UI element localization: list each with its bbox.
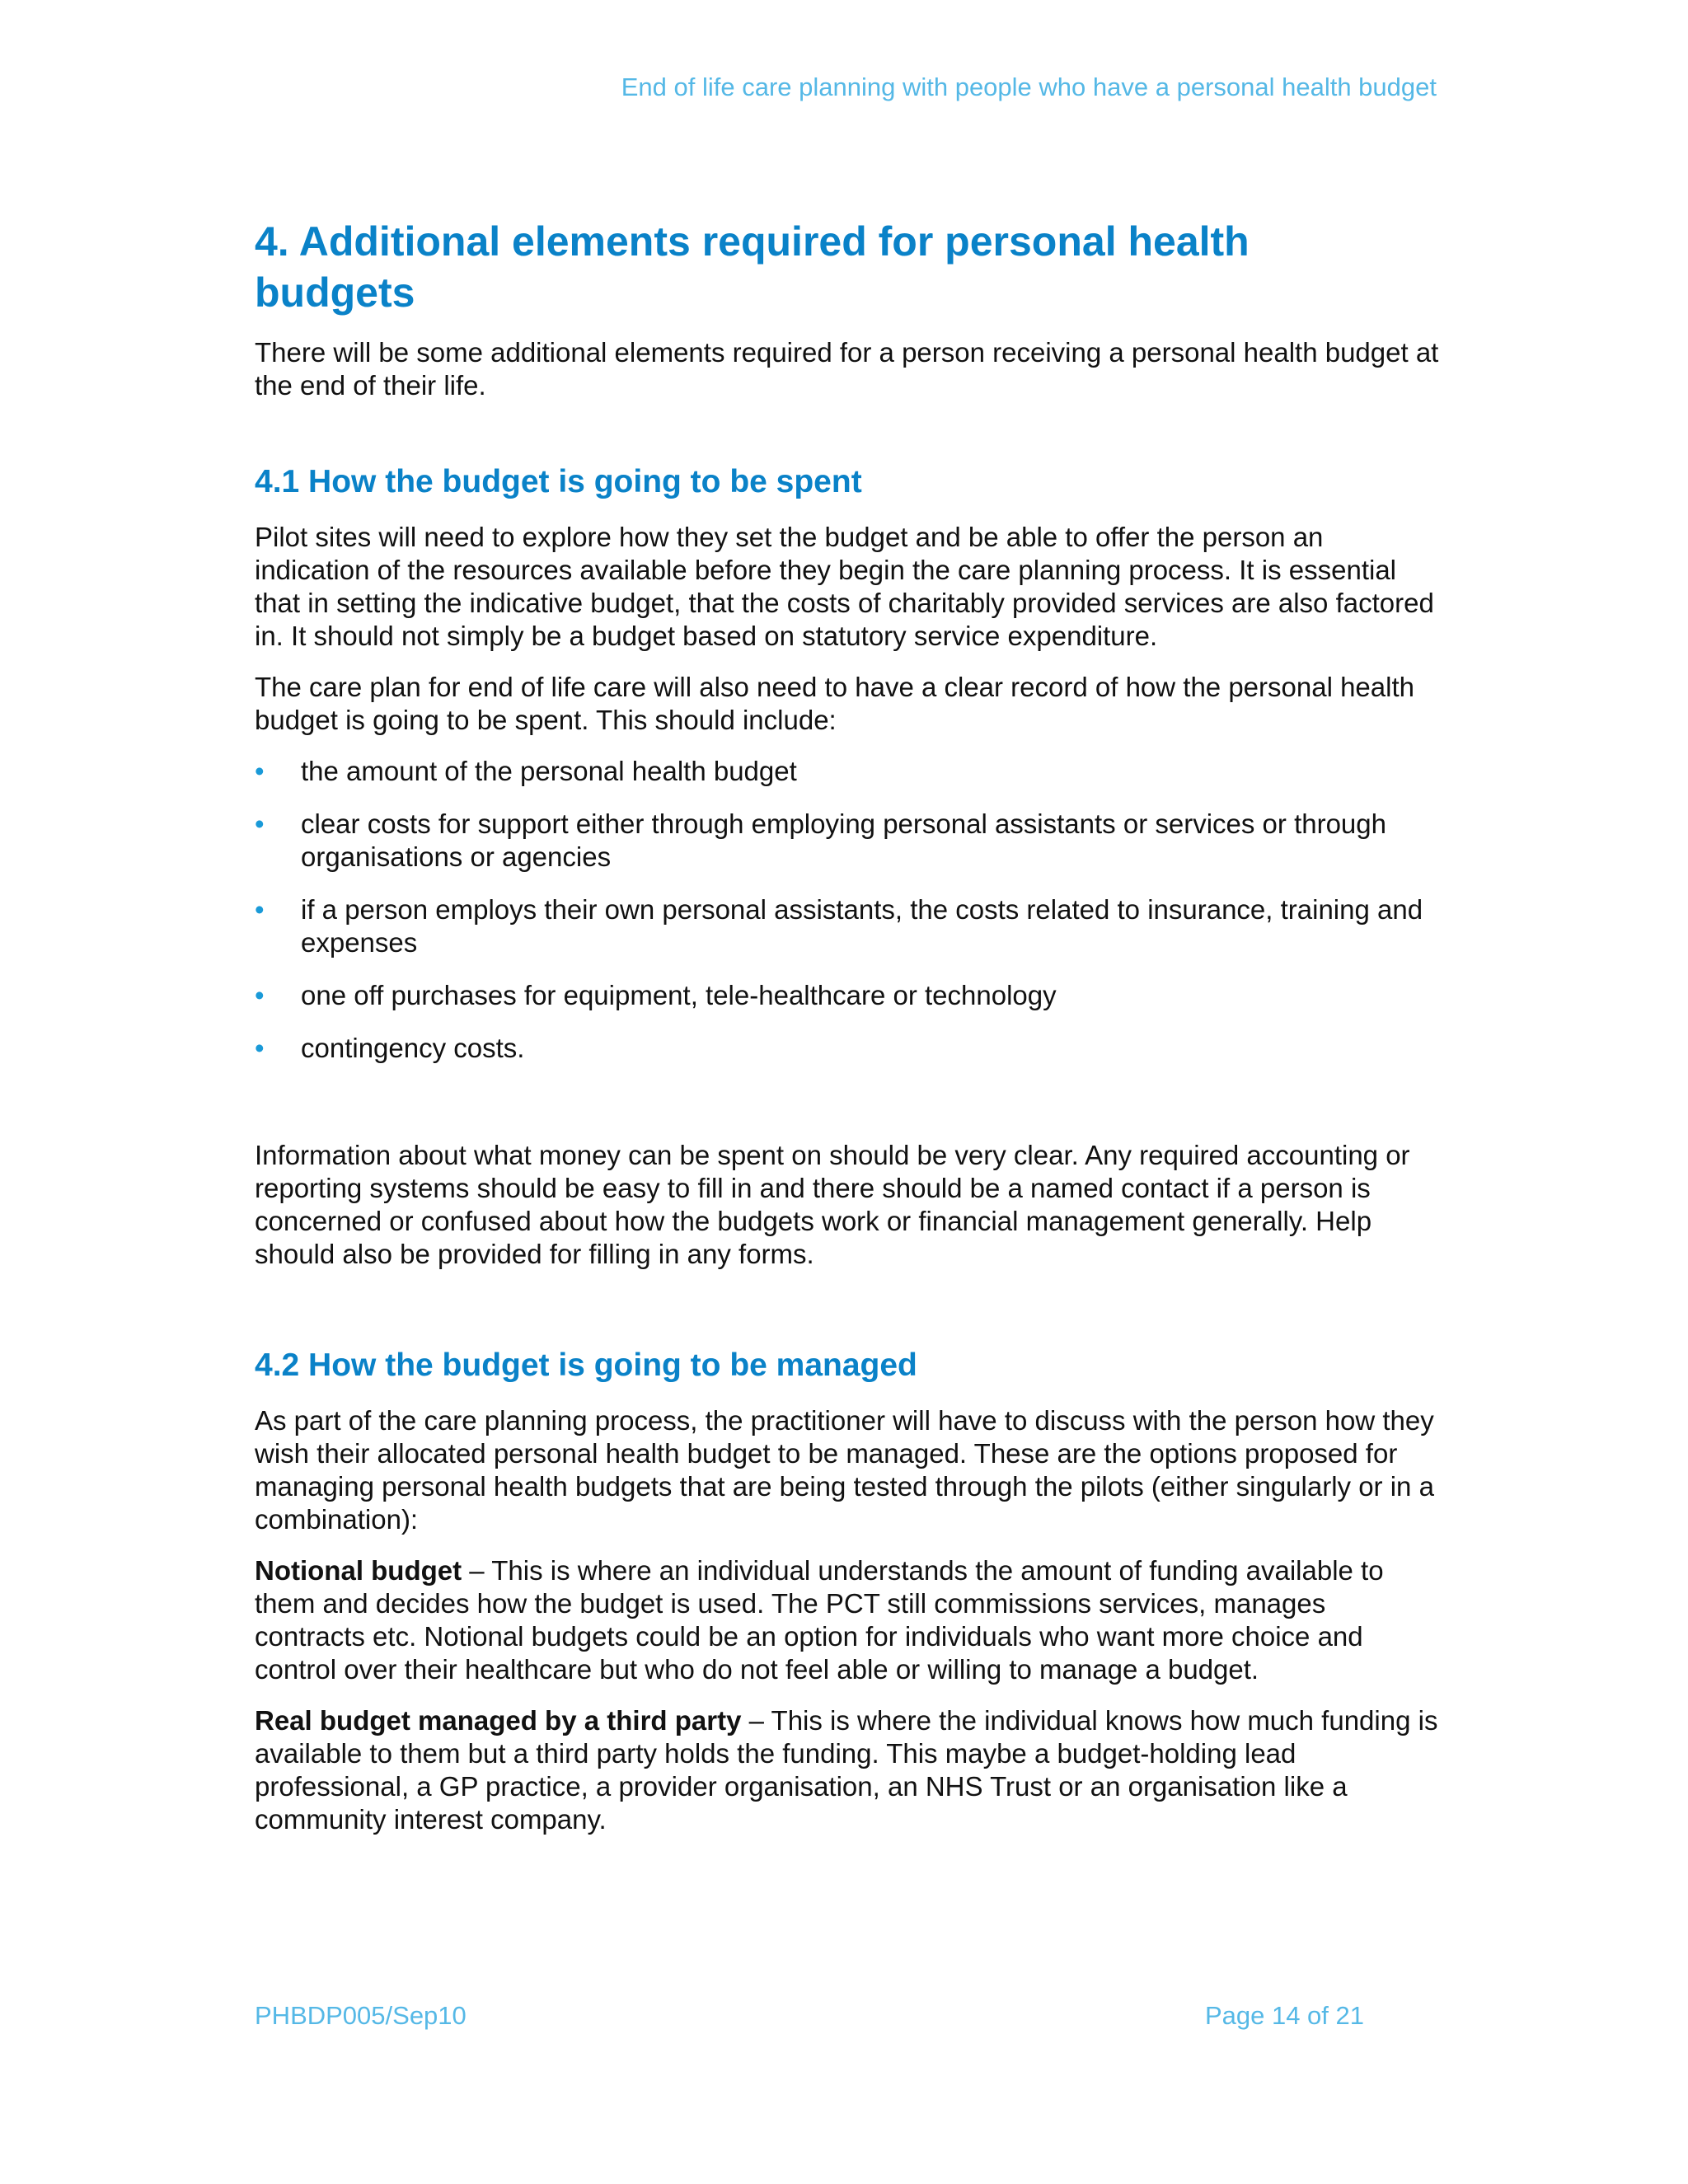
list-item [255,755,1442,788]
third-party-budget-term: Real budget managed by a third party [255,1705,742,1736]
list-item-text: if a person employs their own personal assistants, the costs related to insurance, training and expenses [301,894,1423,958]
third-party-budget-text: – This is where the individual knows how much funding is available to them but a third party holds the funding. This maybe a budget-holding lead professional, a GP practice, a provider organisation, an NHS Trust or an organisation like a community interest company. [255,1705,1438,1835]
section-4-1-paragraph-3: Information about what money can be spent on should be very clear. Any required accounting or reporting systems should be easy to fill in and there should be a named contact if a person is concerned or confused about how the budgets work or financial management generally. Help should also be provided for filling in any forms. [255,1140,1410,1269]
page-content [255,216,1442,1854]
section-4-heading: 4. Additional elements required for personal health budgets [255,218,1250,316]
spending-list [255,755,1442,1065]
section-4-intro: There will be some additional elements required for a person receiving a personal health budget at the end of their life. [255,337,1439,401]
list-item [255,1032,1442,1065]
bullet-icon: • [255,756,265,786]
list-item-text: contingency costs. [301,1033,525,1063]
footer-doc-code: PHBDP005/Sep10 [255,2001,467,2030]
footer-page-number: Page 14 of 21 [1204,2001,1364,2030]
list-item [255,808,1442,874]
section-4-1-paragraph-2: The care plan for end of life care will also need to have a clear record of how the personal health budget is going to be spent. This should include: [255,672,1414,735]
notional-budget-text: – This is where an individual understands the amount of funding available to them and decides how the budget is used. The PCT still commissions services, manages contracts etc. Notional budgets could be an option for individuals who want more choice and control over their healthcare but who do not feel able or willing to manage a budget. [255,1555,1384,1685]
notional-budget-term: Notional budget [255,1555,462,1586]
list-item-text: clear costs for support either through employing personal assistants or services or through organisations or agencies [301,808,1386,872]
section-4-2-heading: 4.2 How the budget is going to be managed [255,1347,917,1383]
bullet-icon: • [255,894,265,925]
list-item [255,893,1442,959]
section-4-2-paragraph-1: As part of the care planning process, the practitioner will have to discuss with the person how they wish their allocated personal health budget to be managed. These are the options proposed for managing personal health budgets that are being tested through the pilots (either singularly or in a combination): [255,1405,1434,1535]
list-item [255,979,1442,1012]
bullet-icon: • [255,980,265,1010]
section-4-1-paragraph-1: Pilot sites will need to explore how they set the budget and be able to offer the person an indication of the resources available before they begin the care planning process. It is essential that in setting the indicative budget, that the costs of charitably provided services are also factored in. It should not simply be a budget based on statutory service expenditure. [255,522,1434,651]
bullet-icon: • [255,1033,265,1063]
third-party-budget-definition [255,1704,1442,1836]
notional-budget-definition [255,1554,1442,1686]
list-item-text: one off purchases for equipment, tele-healthcare or technology [301,980,1057,1010]
running-header: End of life care planning with people who have a personal health budget [621,73,1437,101]
list-item-text: the amount of the personal health budget [301,756,797,786]
bullet-icon: • [255,808,265,839]
section-4-1-heading: 4.1 How the budget is going to be spent [255,464,862,499]
